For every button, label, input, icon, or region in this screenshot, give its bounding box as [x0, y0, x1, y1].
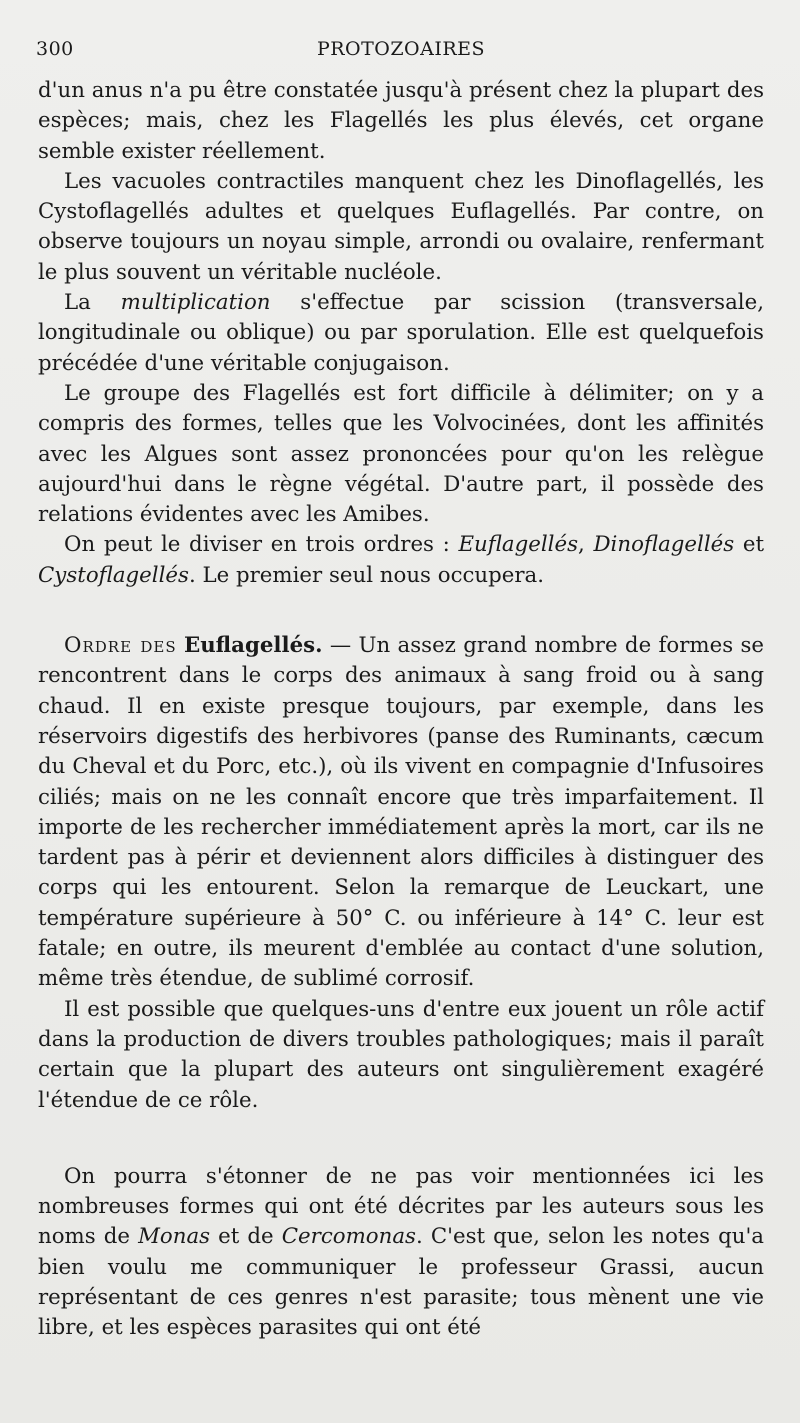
paragraph-groupe-flagelles: Le groupe des Flagellés est fort difficile à délimiter; on y a compris des formes, telles que les Volvocinées, dont les affinités avec les Algues sont assez prononcées pour qu'on les relègue aujourd'hui dans le règne végétal. D'autre part, il possède des relations évidentes avec les Amibes. [38, 380, 764, 528]
term-multiplication: multiplication [120, 290, 271, 316]
page-number: 300 [36, 38, 74, 60]
paragraph-multiplication: La multiplication s'effectue par scission (transversale, longitudinale ou oblique) ou par sporulation. Elle est quelquefois précédée d'une véritable conjugaison. [38, 290, 764, 376]
term-cystoflagelles: Cystoflagellés [38, 562, 189, 588]
term-monas: Monas [138, 1224, 211, 1250]
term-euflagelles: Euflagellés [458, 532, 579, 558]
paragraph-role-pathologique: Il est possible que quelques-uns d'entre eux jouent un rôle actif dans la production de divers troubles pathologiques; mais il paraît certain que la plupart des auteurs ont singulièrement exagéré l'étendue de ce rôle. [38, 996, 764, 1113]
paragraph-vacuoles: Les vacuoles contractiles manquent chez les Dinoflagellés, les Cystoflagellés adultes et quelques Euflagellés. Par contre, on observe toujours un noyau simple, arrondi ou ovalaire, renfermant le plus souvent un véritable nucléole. [38, 168, 764, 285]
body-text [38, 76, 764, 1344]
running-header [36, 38, 766, 64]
term-cercomonas: Cercomonas [281, 1224, 416, 1250]
paragraph-ordre-euflagelles: Ordre des Euflagellés. — Un assez grand nombre de formes se rencontrent dans le corps des animaux à sang froid ou à sang chaud. Il en existe presque toujours, par exemple, dans les réservoirs digestifs des herbivores (panse des Ruminants, cæcum du Cheval et du Porc, etc.), où ils vivent en compagnie d'Infusoires ciliés; mais on ne les connaît encore que très imparfaitement. Il importe de les rechercher immédiatement après la mort, car ils ne tardent pas à périr et deviennent alors difficiles à distinguer des corps qui les entourent. Selon la remarque de Leuckart, une température supérieure à 50° C. ou inférieure à 14° C. leur est fatale; en outre, ils meurent d'emblée au contact d'une solution, même très étendue, de sublimé corrosif. [38, 633, 764, 992]
term-dinoflagelles: Dinoflagellés [593, 532, 735, 558]
section-lead: Ordre des [64, 633, 177, 659]
paragraph-anus: d'un anus n'a pu être constatée jusqu'à présent chez la plupart des espèces; mais, chez les Flagellés les plus élevés, cet organe semble exister réellement. [38, 78, 764, 164]
paragraph-ordres: On peut le diviser en trois ordres : Euflagellés, Dinoflagellés et Cystoflagellés. Le premier seul nous occupera. [38, 532, 765, 588]
section-heading: Euflagellés. [183, 633, 323, 659]
running-title: PROTOZOAIRES [316, 38, 486, 60]
paragraph-monas: On pourra s'étonner de ne pas voir mentionnées ici les nombreuses formes qui ont été décrites par les auteurs sous les noms de Monas et de Cercomonas. C'est que, selon les notes qu'a bien voulu me communiquer le professeur Grassi, aucun représentant de ces genres n'est parasite; tous mènent une vie libre, et les espèces parasites qui ont été [38, 1163, 765, 1341]
